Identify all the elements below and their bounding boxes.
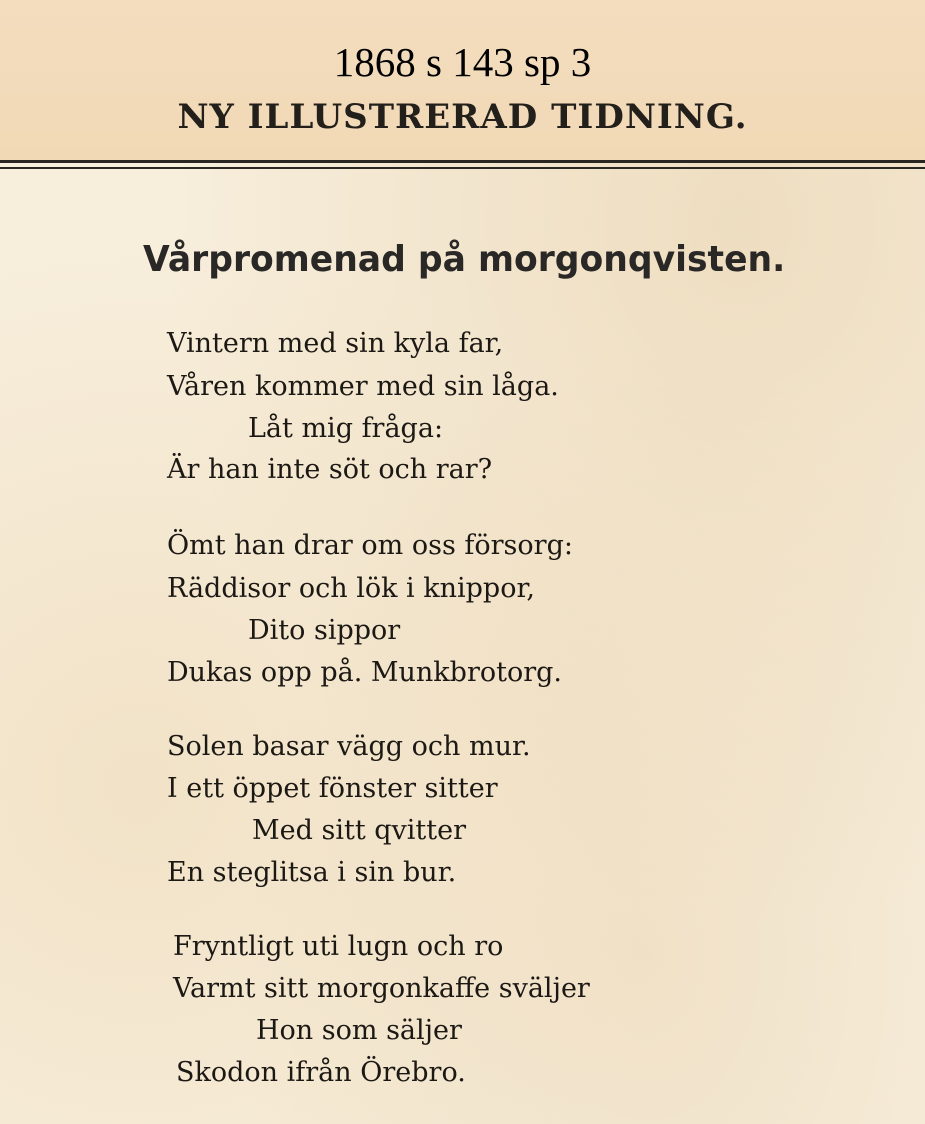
header-band (0, 0, 925, 160)
poem-line: Solen basar vägg och mur. (167, 731, 531, 762)
poem-line: Med sitt qvitter (252, 815, 467, 846)
poem-line: Dito sippor (248, 615, 401, 646)
poem-line: Hon som säljer (256, 1015, 462, 1046)
poem-line: En steglitsa i sin bur. (167, 857, 457, 888)
poem-line: Varmt sitt morgonkaffe sväljer (173, 973, 590, 1004)
poem-line: Skodon ifrån Örebro. (176, 1057, 466, 1088)
poem-line: Låt mig fråga: (248, 413, 444, 444)
poem-line: Räddisor och lök i knippor, (167, 573, 535, 604)
poem-line: I ett öppet fönster sitter (167, 773, 498, 804)
poem-line: Ömt han drar om oss försorg: (167, 530, 573, 561)
newspaper-masthead: NY ILLUSTRERAD TIDNING. (177, 97, 748, 137)
poem-line: Fryntligt uti lugn och ro (173, 931, 504, 962)
poem-line: Våren kommer med sin låga. (167, 371, 559, 402)
poem-title: Vårpromenad på morgonqvisten. (143, 239, 786, 280)
poem-line: Är han inte söt och rar? (167, 454, 493, 485)
header-rule-bottom (0, 167, 925, 169)
header-rule-top (0, 160, 925, 163)
poem-line: Vintern med sin kyla far, (167, 328, 504, 359)
poem-line: Dukas opp på. Munkbrotorg. (167, 657, 562, 688)
page-caption: 1868 s 143 sp 3 (333, 39, 592, 85)
